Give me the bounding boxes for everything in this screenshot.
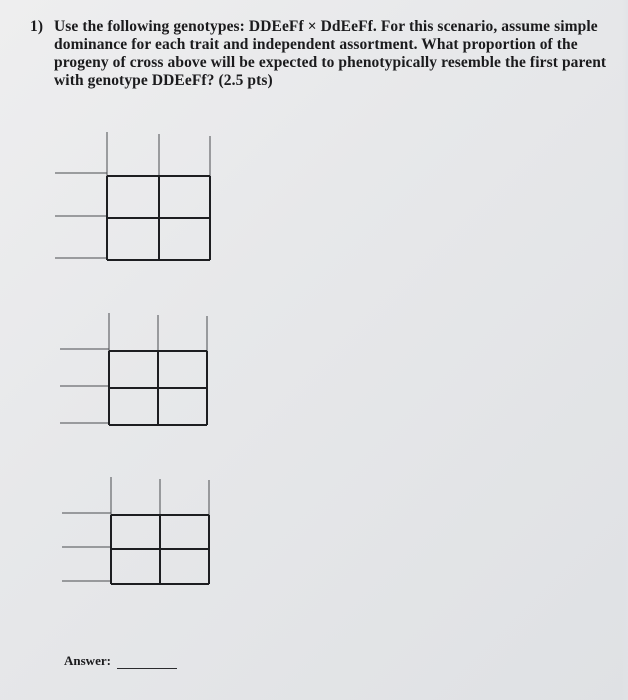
punnett-square-3[interactable]: [62, 477, 217, 592]
punnett-square-1[interactable]: [55, 132, 220, 264]
question-block: [30, 18, 610, 90]
question-text: Use the following genotypes: DDEeFf × DdEeFf. For this scenario, assume simple dominance for each trait and independent assortment. What proportion of the progeny of cross above will be expected to phenotypically resemble the first parent with genotype DDEeFf? (2.5 pts): [54, 18, 607, 89]
question-number: 1): [30, 18, 44, 35]
answer-label: Answer:: [64, 653, 111, 668]
page-edge-shadow: [622, 0, 628, 700]
answer-blank-field[interactable]: [117, 656, 177, 669]
answer-row: [64, 653, 177, 669]
punnett-square-2[interactable]: [60, 313, 215, 429]
